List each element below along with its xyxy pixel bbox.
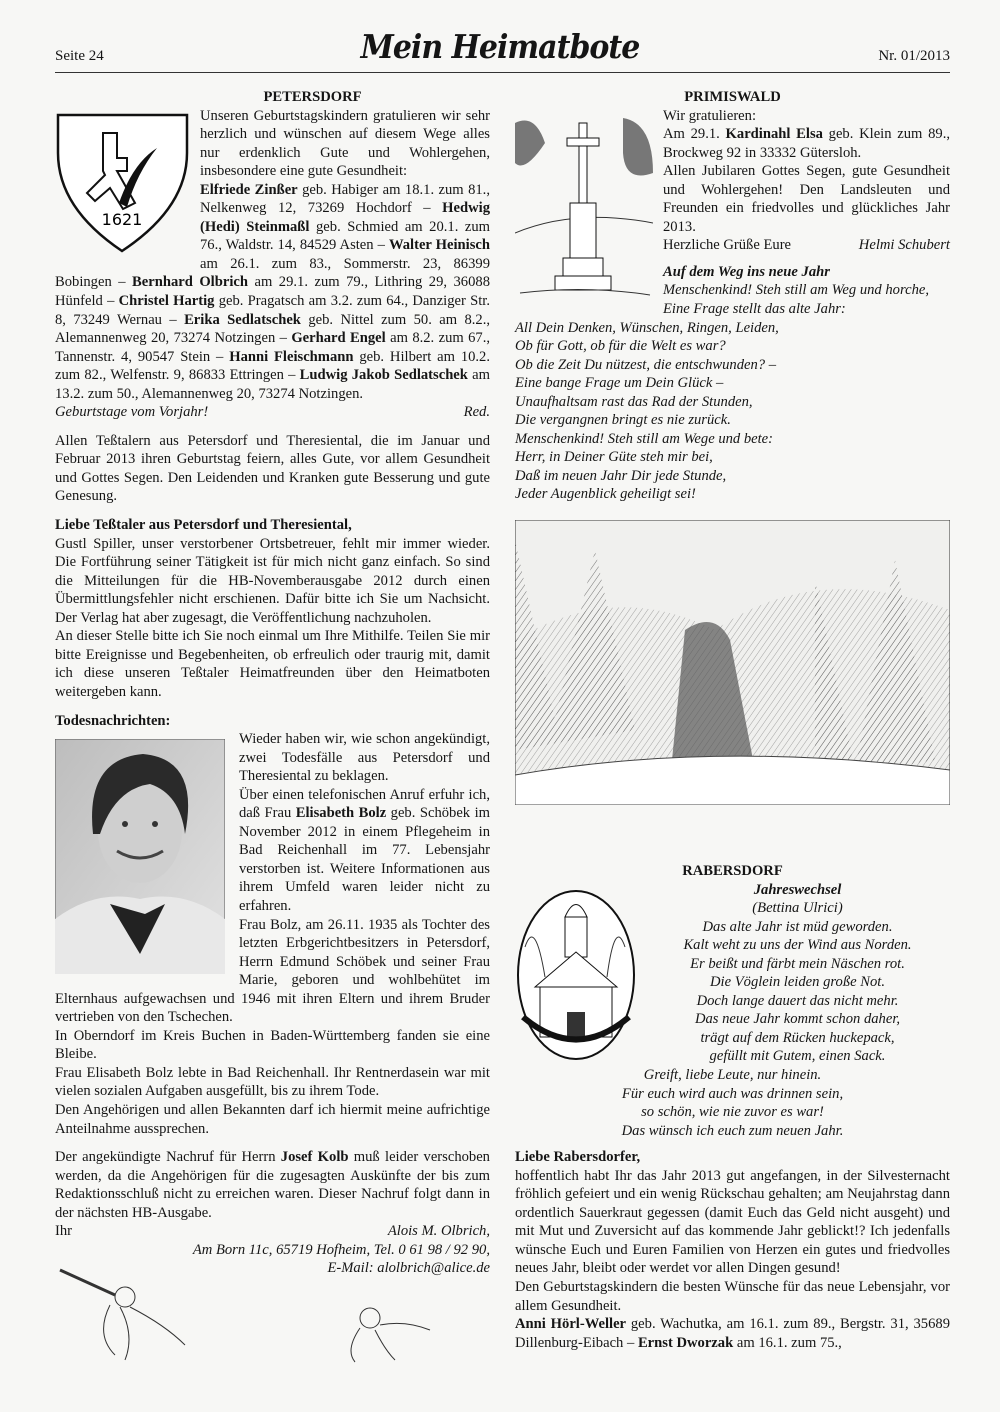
- letter-heading: Liebe Teßtaler aus Petersdorf und Theresiental,: [55, 517, 352, 534]
- primiswald-wishes: Allen Jubilaren Gottes Segen, gute Gesundheit und Wohlergehen! Den Landsleuten und Freunden ein friedvolles und glückliches Jahr 2013.: [663, 163, 950, 235]
- poem-line: Das wünsch ich euch zum neuen Jahr.: [621, 1122, 844, 1139]
- poem-line: Das alte Jahr ist müd geworden.: [702, 918, 893, 935]
- petersdorf-note-sign: Red.: [463, 404, 490, 421]
- text-run: Der angekündigte Nachruf für Herrn: [55, 1149, 281, 1166]
- poem-line: Menschenkind! Steh still am Weg und horche,: [663, 282, 930, 299]
- poem-line: Ob die Zeit Du nützest, die entschwunden? –: [515, 356, 777, 373]
- petersdorf-note: Geburtstage vom Vorjahr!: [55, 404, 209, 421]
- name-highlight: Walter Heinisch: [388, 237, 491, 254]
- rabersdorf-letter-paragraph: Den Geburtstagskindern die besten Wünsche für das neue Lebensjahr, vor allem Gesundheit.: [515, 1279, 950, 1314]
- poem-line: Herr, in Deiner Güte steh mir bei,: [515, 449, 713, 466]
- issue-number: Nr. 01/2013: [878, 48, 950, 64]
- obituary-photo: [55, 739, 225, 974]
- primiswald-greeting: Herzliche Grüße Eure: [663, 237, 792, 254]
- name-highlight: Anni Hörl-Weller: [515, 1316, 627, 1333]
- obituary-paragraph: Frau Bolz, am 26.11. 1935 als Tochter des letzten Erbgerichtbesitzers in Petersdorf, Herrn Edmund Schöbek und seiner Frau Marie, geboren und wohlbehütet im Elternhaus aufgewachsen und 1946 mit ihren Eltern und ihrem Bruder vertrieben von den Tschechen.: [55, 916, 490, 1026]
- petersdorf-greeting: Allen Teßtalern aus Petersdorf und Theresiental, die im Januar und Februar 2013 ihren Geburtstag feiern, alles Gute, vor allem Gesundheit und Gottes Segen. Den Leidenden und Kranken gute Besserung und gute Genesung.: [55, 432, 490, 505]
- name-highlight: Bernhard Olbrich: [132, 274, 248, 291]
- petersdorf-note-row: [55, 403, 490, 422]
- poem-line: Das neue Jahr kommt schon daher,: [694, 1011, 901, 1028]
- poem-line: Die Vöglein leiden große Not.: [710, 974, 885, 991]
- text-run: geb. Schmied am 20.1. zum 76., Waldstr. 14, 84529 Asten –: [200, 218, 490, 254]
- header-rule: [55, 72, 950, 73]
- poem-line: Eine bange Frage um Dein Glück –: [515, 375, 724, 392]
- rabersdorf-section: [515, 862, 950, 1352]
- poem-line: Greift, liebe Leute, nur hinein.: [643, 1067, 822, 1084]
- name-highlight: Hedwig (Hedi) Steinmaßl: [200, 200, 490, 235]
- poem-line: Unaufhaltsam rast das Rad der Stunden,: [515, 393, 753, 410]
- text-run: am 13.2. zum 50., Alemannenweg 20, 73274 Notzingen.: [55, 367, 490, 402]
- wayside-cross-image: [515, 113, 653, 303]
- text-run: geb. Habiger am 18.1. zum 81., Nelkenweg 12, 73269 Hochdorf –: [200, 181, 490, 217]
- text-run: muß leider verschoben werden, da die Angehörigen für die zugesagten Auskünfte der bis zum Redaktionsschluß nicht zu erreichen waren. Dieser Nachruf folgt dann in der nächsten HB-Ausgabe.: [55, 1149, 490, 1221]
- name-highlight: Elisabeth Bolz: [295, 805, 387, 822]
- name-highlight: Ludwig Jakob Sedlatschek: [299, 367, 468, 384]
- right-column: [515, 88, 950, 504]
- primiswald-greeting-row: [663, 236, 950, 255]
- petersdorf-crest-image: [55, 113, 190, 258]
- petersdorf-intro: Unseren Geburtstagskindern gratulieren wir sehr herzlich und wünschen auf diesem Wege alles nur erdenklich Gute und Wohlergehen, insbesondere eine gute Gesundheit:: [200, 107, 490, 180]
- obituary-paragraph: In Oberndorf im Kreis Buchen in Baden-Württemberg fanden sie eine Bleibe.: [55, 1027, 490, 1063]
- poem-line: Doch lange dauert das nicht mehr.: [696, 992, 899, 1009]
- angel-trumpet-image: [55, 1265, 205, 1365]
- text-run: am 26.1. zum 83., Sommerstr. 23, 86399 Bobingen –: [55, 255, 490, 291]
- masthead-logo: Mein Heimatbote: [360, 28, 640, 67]
- chapel-emblem-image: [515, 887, 637, 1065]
- obituary-paragraph: Den Angehörigen und allen Bekannten darf ich hiermit meine aufrichtige Anteilnahme aussprechen.: [55, 1101, 490, 1137]
- name-highlight: Christel Hartig: [118, 293, 215, 310]
- name-highlight: Ernst Dworzak: [637, 1334, 734, 1351]
- name-highlight: Erika Sedlatschek: [184, 311, 301, 328]
- obituary-paragraph: Frau Elisabeth Bolz lebte in Bad Reichenhall. Ihr Rentnerdasein war mit vielen sozialen Aufgaben ausgefüllt, bis zu ihrem Tode.: [55, 1064, 490, 1100]
- poem-line: so schön, wie nie zuvor es war!: [641, 1104, 824, 1121]
- poem-line: Kalt weht zu uns der Wind aus Norden.: [683, 937, 912, 954]
- text-run: geb. Pragatsch am 3.2. zum 64., Danziger Str. 8, 73249 Wernau –: [55, 293, 490, 328]
- rabersdorf-birthdays: [515, 1315, 950, 1352]
- poem-line: gefüllt mit Gutem, einen Sack.: [709, 1048, 886, 1065]
- letter-paragraph: Gustl Spiller, unser verstorbener Ortsbetreuer, fehlt mir immer wieder. Die Fortführung seiner Tätigkeit ist für mich nicht ganz einfach. So sind die Mitteilungen für die HB-Novemberausgabe 2012 durch einen Übermittlungsfehler nicht erschienen. Dafür bitte ich Sie um Nachsicht. Der Verlag hat aber zugesagt, die Veröffentlichung nachzuholen.: [55, 535, 490, 626]
- signature-email: E-Mail: alolbrich@alice.de: [327, 1260, 490, 1277]
- primiswald-author: Helmi Schubert: [858, 237, 950, 254]
- poem-line: Menschenkind! Steh still am Wege und bete:: [515, 430, 774, 447]
- winter-forest-illustration: [515, 520, 950, 805]
- poem-line: Er beißt und färbt mein Näschen rot.: [690, 955, 905, 972]
- obituary-paragraph: Wieder haben wir, wie schon angekündigt, zwei Todesfälle aus Petersdorf und Theresiental zu beklagen.: [239, 731, 490, 785]
- poem-author: (Bettina Ulrici): [752, 900, 843, 917]
- text-run: geb. Schöbek im November 2012 in einem Pflegeheim in Bad Reichenhall im 77. Lebensjahr verstorben ist. Weitere Informationen aus ihrem Umfeld waren leider nicht zu erfahren.: [239, 805, 490, 914]
- poem-line: Die vergangnen bringt es nie zurück.: [515, 412, 731, 429]
- section-title-rabersdorf: RABERSDORF: [682, 863, 783, 879]
- text-run: geb. Klein zum 89., Brockweg 92 in 33332 Gütersloh.: [663, 126, 950, 161]
- name-highlight: Hanni Fleischmann: [229, 348, 354, 365]
- poem-line: All Dein Denken, Wünschen, Ringen, Leiden,: [515, 319, 779, 336]
- poem-title: Auf dem Weg ins neue Jahr: [663, 263, 830, 280]
- poem-line: Daß im neuen Jahr Dir jede Stunde,: [515, 467, 727, 484]
- text-run: am 8.2. zum 67., Tannenstr. 4, 90547 Stein –: [55, 330, 490, 365]
- poem-line: Ob für Gott, ob für die Welt es war?: [515, 338, 726, 355]
- signature-address: Am Born 11c, 65719 Hofheim, Tel. 0 61 98 / 92 90,: [192, 1241, 490, 1258]
- letter-paragraph: An dieser Stelle bitte ich Sie noch einmal um Ihre Mithilfe. Teilen Sie mir bitte Ereignisse und Begebenheiten, ob erfreulich oder traurig mit, damit ich diese unseren Teßtaler Heimatfreunden über den Heimatboten weitergeben kann.: [55, 628, 490, 700]
- rabersdorf-letter-heading: Liebe Rabersdorfer,: [515, 1149, 641, 1166]
- left-column: [55, 88, 490, 1278]
- poem-line: Jeder Augenblick geheiligt sei!: [515, 486, 696, 503]
- poem-new-year: [515, 281, 950, 504]
- signature-name: Alois M. Olbrich,: [387, 1223, 490, 1240]
- text-run: geb. Nittel zum 50. am 8.2., Alemannenweg 20, 73274 Notzingen –: [55, 311, 490, 347]
- svg-text:1621: 1621: [101, 209, 143, 229]
- primiswald-intro: Wir gratulieren:: [663, 107, 757, 124]
- section-title-primiswald: PRIMISWALD: [684, 89, 781, 105]
- text-run: geb. Hilbert am 10.2. zum 82., Welfenstr. 9, 86833 Ettringen –: [55, 348, 491, 384]
- name-highlight: Gerhard Engel: [291, 330, 386, 347]
- rabersdorf-letter-paragraph: hoffentlich habt Ihr das Jahr 2013 gut angefangen, in der Silvesternacht fröhlich gefeiert und ein wenig Rückschau gehalten; am Neujahrstag dann ordentlich Sauerkraut gegessen (damit Euch das Geld nicht ausgeht) und mit Mut und Zuversicht auf das kommende Jahr geblickt!? Ich jedenfalls wünsche Euch und Euren Familien von Herzen ein gutes und friedvolles neues Jahr, bleibt oder werdet vor allen Dingen gesund!: [515, 1167, 950, 1277]
- text-run: am 29.1. zum 79., Lithring 29, 36088 Hünfeld –: [55, 274, 490, 310]
- section-title-petersdorf: PETERSDORF: [263, 89, 362, 105]
- page-number: Seite 24: [55, 48, 104, 64]
- poem-line: Eine Frage stellt das alte Jahr:: [663, 301, 846, 318]
- text-run: am 16.1. zum 75.,: [733, 1334, 842, 1351]
- poem-line: trägt auf dem Rücken huckepack,: [700, 1029, 895, 1046]
- signature-row: [55, 1222, 490, 1241]
- angel-flying-image: [325, 1300, 435, 1365]
- poem-line: Für euch wird auch was drinnen sein,: [621, 1085, 844, 1102]
- poem-title: Jahreswechsel: [753, 881, 842, 898]
- name-highlight: Elfriede Zinßer: [200, 181, 298, 198]
- text-run: Am 29.1.: [663, 126, 726, 143]
- name-highlight: Josef Kolb: [280, 1149, 349, 1166]
- kolb-paragraph: [55, 1148, 490, 1222]
- signature-ihr: Ihr: [55, 1223, 73, 1240]
- text-run: geb. Wachutka, am 16.1. zum 89., Bergstr. 31, 35689 Dillenburg-Eibach –: [515, 1316, 950, 1351]
- text-run: Über einen telefonischen Anruf erfuhr ich, daß Frau: [239, 786, 490, 822]
- obituary-heading: Todesnachrichten:: [55, 712, 171, 729]
- name-highlight: Kardinahl Elsa: [725, 126, 823, 143]
